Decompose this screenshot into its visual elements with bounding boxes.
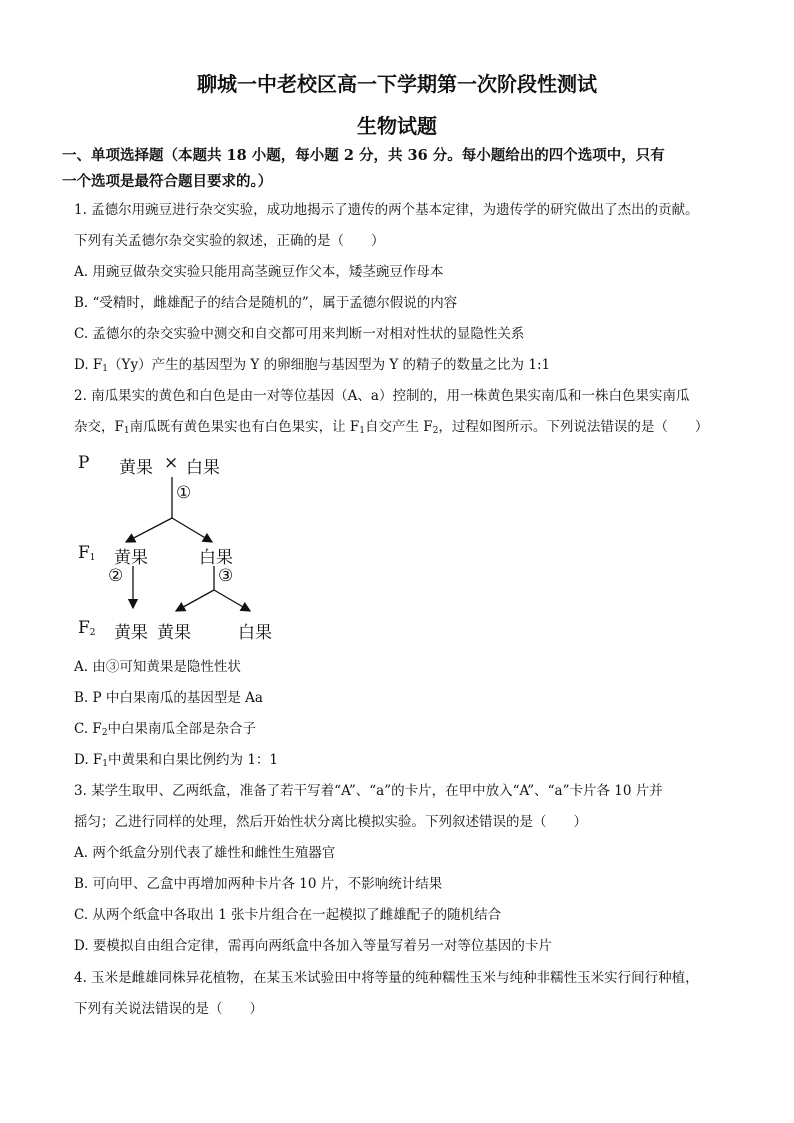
- arrow-to-f2-yellow: [176, 590, 214, 611]
- step-2-marker: ②: [108, 566, 124, 586]
- p-white-fruit: 白果: [186, 458, 220, 478]
- generation-f2-label: $F_2$: [78, 618, 96, 638]
- q1-option-c: C. 孟德尔的杂交实验中测交和自交都可用来判断一对相对性状的显隐性关系: [74, 326, 525, 342]
- f2-white-fruit: 白果: [238, 623, 272, 643]
- q2-option-d: D. $F_1$中黄果和白果比例约为 1：1: [74, 752, 279, 769]
- q3-option-b: B. 可向甲、乙盒中再增加两种卡片各 10 片，不影响统计结果: [74, 876, 443, 892]
- q3-option-d: D. 要模拟自由组合定律，需再向两纸盒中各加入等量写着另一对等位基因的卡片: [74, 938, 552, 954]
- q2-stem-line1: 2. 南瓜果实的黄色和白色是由一对等位基因（A、a）控制的，用一株黄色果实南瓜和一株白色果实南瓜: [74, 388, 690, 404]
- q4-stem-line1: 4. 玉米是雌雄同株异花植物，在某玉米试验田中将等量的纯种糯性玉米与纯种非糯性玉米实行间行种植，: [74, 970, 699, 986]
- q1-stem-line2: 下列有关孟德尔杂交实验的叙述，正确的是（ ）: [74, 233, 385, 249]
- q1-option-b: B. “受精时，雌雄配子的结合是随机的”，属于孟德尔假说的内容: [74, 295, 458, 311]
- generation-p-label: P: [78, 453, 90, 473]
- step-3-marker: ③: [218, 566, 234, 586]
- f2-yellow-fruit-from-2: 黄果: [114, 623, 148, 643]
- q2-option-c: C. $F_2$中白果南瓜全部是杂合子: [74, 721, 257, 738]
- section-heading-line2: 一个选项是最符合题目要求的。）: [62, 173, 273, 190]
- q3-option-c: C. 从两个纸盒中各取出 1 张卡片组合在一起模拟了雌雄配子的随机结合: [74, 907, 502, 923]
- q3-stem-line2: 摇匀；乙进行同样的处理，然后开始性状分离比模拟实验。下列叙述错误的是（ ）: [74, 814, 587, 830]
- exam-title: 聊城一中老校区高一下学期第一次阶段性测试: [197, 72, 597, 96]
- arrow-to-f2-white: [214, 590, 250, 611]
- q1-stem-line1: 1. 孟德尔用豌豆进行杂交实验，成功地揭示了遗传的两个基本定律，为遗传学的研究做出了杰出的贡献。: [74, 202, 699, 218]
- f2-yellow-fruit-from-3: 黄果: [157, 623, 191, 643]
- section-heading-line1: 一、单项选择题（本题共 18 小题，每小题 2 分，共 36 分。每小题给出的四个选项中，只有: [62, 147, 665, 164]
- q2-option-b: B. P 中白果南瓜的基因型是 Aa: [74, 690, 263, 706]
- q2-stem-line2: 杂交，$F_1$南瓜既有黄色果实也有白色果实，让 $F_1$自交产生 $F_2$，过程如图所示。下列说法错误的是（ ）: [74, 419, 709, 436]
- cross-symbol: ×: [164, 453, 179, 473]
- p-yellow-fruit: 黄果: [119, 458, 153, 478]
- f1-white-fruit: 白果: [199, 548, 233, 568]
- step-1-marker: ①: [176, 483, 192, 503]
- arrow-to-f1-yellow: [126, 518, 172, 542]
- q4-stem-line2: 下列有关说法错误的是（ ）: [74, 1001, 263, 1017]
- q1-option-d: D. $F_1(Yy)$产生的基因型为 Y 的卵细胞与基因型为 Y 的精子的数量之比为 1:1: [74, 357, 551, 374]
- q3-option-a: A. 两个纸盒分别代表了雄性和雌性生殖器官: [74, 845, 336, 861]
- q2-option-a: A. 由③可知黄果是隐性性状: [74, 659, 241, 675]
- f1-yellow-fruit: 黄果: [114, 548, 148, 568]
- q1-option-a: A. 用豌豆做杂交实验只能用高茎豌豆作父本，矮茎豌豆作母本: [74, 264, 444, 280]
- arrow-to-f1-white: [172, 518, 212, 542]
- generation-f1-label: $F_1$: [78, 543, 96, 563]
- exam-subtitle: 生物试题: [357, 114, 437, 138]
- q3-stem-line1: 3. 某学生取甲、乙两纸盒，准备了若干写着“A”、“a”的卡片，在甲中放入“A”、“a”卡片各 10 片并: [74, 783, 663, 799]
